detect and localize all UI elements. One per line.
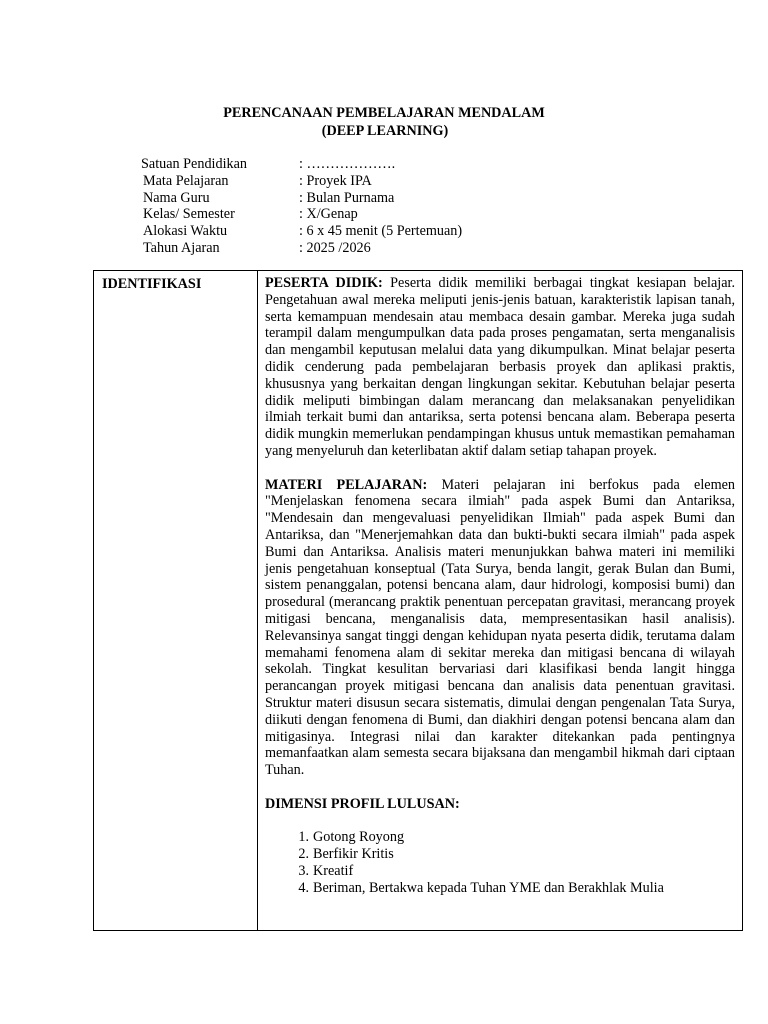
meta-row-alokasi <box>141 223 462 240</box>
list-item: 1. Gotong Royong <box>298 829 405 846</box>
identification-table <box>93 270 743 931</box>
meta-label: Alokasi Waktu <box>143 223 228 240</box>
materi-heading: MATERI PELAJARAN: <box>265 476 428 493</box>
materi-text: Materi pelajaran ini berfokus pada elemen "Menjelaskan fenomena secara ilmiah" pada aspek Bumi dan Antariksa, "Mendesain dan mengevaluasi penyelidikan Ilmiah" pada aspek Bumi dan Antariksa, dan "Menerjemahkan data dan bukti-bukti secara ilmiah" pada aspek Bumi dan Antariksa. Analisis materi menunjukkan bahwa materi ini memiliki jenis pengetahuan konseptual (Tata Surya, benda langit, gerak Bulan dan Bumi, sistem penanggalan, potensi bencana alam, daur hidrologi, komposisi bumi) dan prosedural (merancang praktik penentuan percepatan gravitasi, merancang proyek mitigasi bencana, menganalisis data, mempresentasikan hasil analisis). Relevansinya sangat tinggi dengan kehidupan nyata peserta didik, terutama dalam memahami fenomena alam di sekitar mereka dan mitigasi bencana di wilayah sekolah. Tingkat kesulitan bervariasi dari klasifikasi benda langit hingga perancangan proyek mitigasi bencana dan analisis data penentuan gravitasi. Struktur materi disusun secara sistematis, dimulai dengan pengenalan Tata Surya, diikuti dengan fenomena di Bumi, dan diakhiri dengan potensi bencana alam dan mitigasinya. Integrasi nilai dan karakter ditekankan pada pentingnya memanfaatkan alam semesta secara bijaksana dan mengambil hikmah dari ciptaan Tuhan. <box>265 476 735 779</box>
meta-row-guru <box>141 190 462 207</box>
title-line-1: PERENCANAAN PEMBELAJARAN MENDALAM <box>223 105 545 121</box>
title-line-2: (DEEP LEARNING) <box>321 123 449 139</box>
meta-value: : Bulan Purnama <box>299 189 395 206</box>
list-item: 2. Berfikir Kritis <box>298 846 394 863</box>
meta-label: Kelas/ Semester <box>143 206 235 223</box>
meta-label: Mata Pelajaran <box>143 172 229 189</box>
meta-row-mapel <box>141 173 462 190</box>
dimensi-heading: DIMENSI PROFIL LULUSAN: <box>265 795 460 812</box>
meta-label: Nama Guru <box>143 189 210 206</box>
peserta-didik-text: Peserta didik memiliki berbagai tingkat kesiapan belajar. Pengetahuan awal mereka meliputi jenis-jenis batuan, karakteristik lapisan tanah, serta kemampuan mendesain atau membaca desain gambar. Mereka juga sudah terampil dalam mengumpulkan data pada proses pengamatan, serta menganalisis dan mengambil keputusan melalui data yang dikumpulkan. Minat belajar peserta didik cenderung pada pembelajaran berbasis proyek dan aplikasi praktis, khususnya yang berkaitan dengan lingkungan sekitar. Kebutuhan belajar peserta didik meliputi bimbingan dalam merancang dan melaksanakan penyelidikan ilmiah terkait bumi dan antariksa, serta potensi bencana alam. Beberapa peserta didik mungkin memerlukan pendampingan khusus untuk memastikan pemahaman yang menyeluruh dan keterlibatan aktif dalam setiap tahapan proyek. <box>265 275 735 459</box>
dimensi-list <box>265 829 735 896</box>
meta-value: : ………………. <box>299 156 396 172</box>
meta-label: Tahun Ajaran <box>143 239 220 256</box>
peserta-didik-heading: PESERTA DIDIK: <box>265 275 383 291</box>
meta-value: : X/Genap <box>299 206 358 223</box>
meta-row-kelas <box>141 206 462 223</box>
materi-paragraph <box>265 477 735 779</box>
section-content <box>258 271 743 931</box>
meta-value: : 6 x 45 menit (5 Pertemuan) <box>299 223 463 240</box>
meta-row-satuan <box>141 156 462 173</box>
meta-value: : 2025 /2026 <box>299 239 371 256</box>
peserta-didik-paragraph <box>265 275 735 460</box>
list-item: 3. Kreatif <box>298 862 354 879</box>
meta-label: Satuan Pendidikan <box>141 156 247 172</box>
document-title <box>0 104 768 140</box>
meta-row-tahun <box>141 240 462 257</box>
meta-value: : Proyek IPA <box>299 172 372 189</box>
section-label: IDENTIFIKASI <box>94 271 258 931</box>
list-item: 4. Beriman, Bertakwa kepada Tuhan YME dan Berakhlak Mulia <box>298 879 664 896</box>
identity-block <box>141 156 462 257</box>
